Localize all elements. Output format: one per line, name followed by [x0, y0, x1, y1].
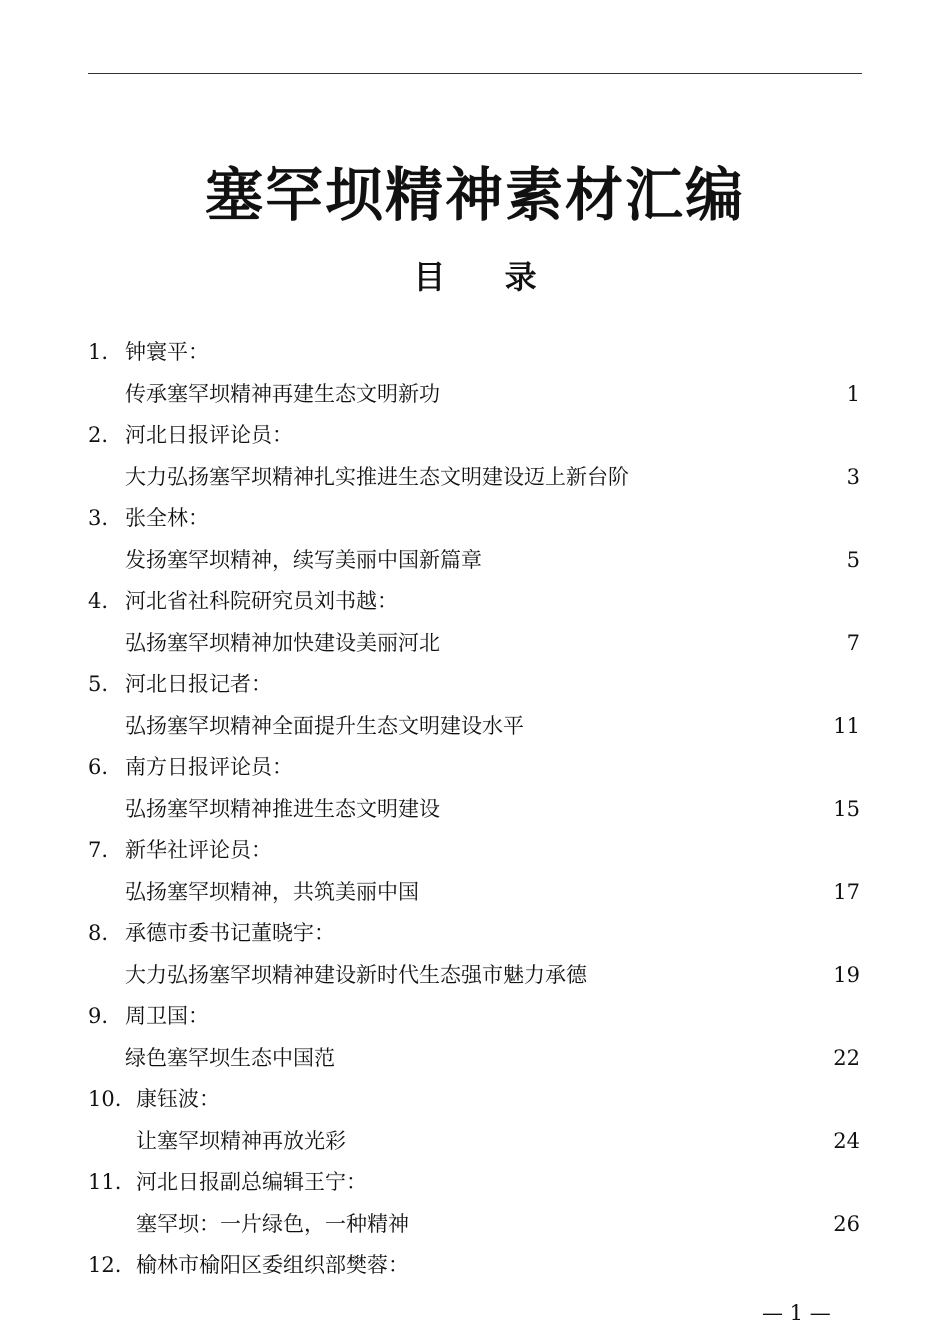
toc-entry-page-number: 3: [846, 464, 860, 489]
toc-entry-page-number: 19: [833, 962, 860, 987]
toc-entry-author: 周卫国：: [125, 1004, 209, 1028]
toc-entry-page-number: 11: [833, 713, 860, 738]
toc-entry-number: 4.: [88, 589, 109, 613]
toc-entry-author-line[interactable]: [88, 830, 860, 872]
toc-entry-author: 榆林市榆阳区委组织部樊蓉：: [136, 1253, 409, 1277]
toc-entry-article-title: 绿色塞罕坝生态中国范: [125, 1045, 335, 1070]
toc-entry-article-line[interactable]: [88, 540, 860, 582]
toc-entry-article-line[interactable]: [88, 872, 860, 914]
toc-entry-number: 2.: [88, 423, 109, 447]
toc-entry-article-title: 塞罕坝：一片绿色，一种精神: [136, 1211, 409, 1236]
document-title: 塞罕坝精神素材汇编: [204, 161, 745, 229]
toc-entry-article-line[interactable]: [88, 789, 860, 831]
toc-entry-author-line[interactable]: [88, 581, 860, 623]
toc-entry-number: 12.: [88, 1253, 122, 1277]
toc-entry-page-number: 5: [846, 547, 860, 572]
toc-entry-author: 河北日报记者：: [125, 672, 272, 696]
toc-entry-author: 南方日报评论员：: [125, 755, 293, 779]
table-of-contents: [88, 332, 860, 1287]
page-number-footer: — 1 —: [762, 1301, 831, 1325]
toc-entry-number: 1.: [88, 340, 109, 364]
toc-entry-page-number: 26: [833, 1211, 860, 1236]
toc-entry-article-title: 大力弘扬塞罕坝精神建设新时代生态强市魅力承德: [125, 962, 587, 987]
toc-entry-page-number: 22: [833, 1045, 860, 1070]
toc-entry-page-number: 17: [833, 879, 860, 904]
toc-entry-article-line[interactable]: [88, 1038, 860, 1080]
toc-entry-number: 11.: [88, 1170, 122, 1194]
toc-entry-author: 河北日报评论员：: [125, 423, 293, 447]
toc-entry-author: 钟寰平：: [125, 340, 209, 364]
toc-entry-article-line[interactable]: [88, 1204, 860, 1246]
toc-entry-author-line[interactable]: [88, 1245, 860, 1287]
toc-entry-article-line[interactable]: [88, 374, 860, 416]
toc-entry-page-number: 15: [833, 796, 860, 821]
toc-entry-author: 河北省社科院研究员刘书越：: [125, 589, 398, 613]
toc-entry-article-title: 弘扬塞罕坝精神，共筑美丽中国: [125, 879, 419, 904]
toc-entry-number: 8.: [88, 921, 109, 945]
toc-entry-author-line[interactable]: [88, 747, 860, 789]
toc-entry-author-line[interactable]: [88, 996, 860, 1038]
toc-entry-number: 9.: [88, 1004, 109, 1028]
toc-entry-number: 5.: [88, 672, 109, 696]
toc-entry-number: 6.: [88, 755, 109, 779]
toc-entry-author-line[interactable]: [88, 415, 860, 457]
toc-entry-author-line[interactable]: [88, 1079, 860, 1121]
toc-entry-page-number: 1: [846, 381, 860, 406]
toc-entry-article-line[interactable]: [88, 1121, 860, 1163]
toc-entry-article-title: 让塞罕坝精神再放光彩: [136, 1128, 346, 1153]
toc-entry-author-line[interactable]: [88, 913, 860, 955]
header-rule: [88, 73, 862, 74]
toc-heading: 目 录: [413, 258, 561, 296]
toc-entry-author: 河北日报副总编辑王宁：: [136, 1170, 367, 1194]
toc-entry-article-title: 弘扬塞罕坝精神推进生态文明建设: [125, 796, 440, 821]
toc-entry-article-title: 传承塞罕坝精神再建生态文明新功: [125, 381, 440, 406]
toc-entry-article-title: 发扬塞罕坝精神，续写美丽中国新篇章: [125, 547, 482, 572]
toc-entry-author-line[interactable]: [88, 1162, 860, 1204]
toc-entry-page-number: 24: [833, 1128, 860, 1153]
toc-entry-number: 7.: [88, 838, 109, 862]
toc-entry-author: 新华社评论员：: [125, 838, 272, 862]
toc-entry-article-line[interactable]: [88, 623, 860, 665]
toc-entry-number: 10.: [88, 1087, 122, 1111]
toc-entry-article-title: 弘扬塞罕坝精神加快建设美丽河北: [125, 630, 440, 655]
toc-entry-author-line[interactable]: [88, 332, 860, 374]
toc-entry-author-line[interactable]: [88, 664, 860, 706]
toc-entry-author: 康钰波：: [136, 1087, 220, 1111]
toc-entry-author-line[interactable]: [88, 498, 860, 540]
toc-entry-article-title: 弘扬塞罕坝精神全面提升生态文明建设水平: [125, 713, 524, 738]
toc-entry-author: 承德市委书记董晓宇：: [125, 921, 335, 945]
toc-entry-author: 张全林：: [125, 506, 209, 530]
toc-entry-number: 3.: [88, 506, 109, 530]
toc-entry-article-title: 大力弘扬塞罕坝精神扎实推进生态文明建设迈上新台阶: [125, 464, 629, 489]
toc-entry-article-line[interactable]: [88, 706, 860, 748]
toc-entry-article-line[interactable]: [88, 457, 860, 499]
toc-entry-page-number: 7: [846, 630, 860, 655]
toc-entry-article-line[interactable]: [88, 955, 860, 997]
